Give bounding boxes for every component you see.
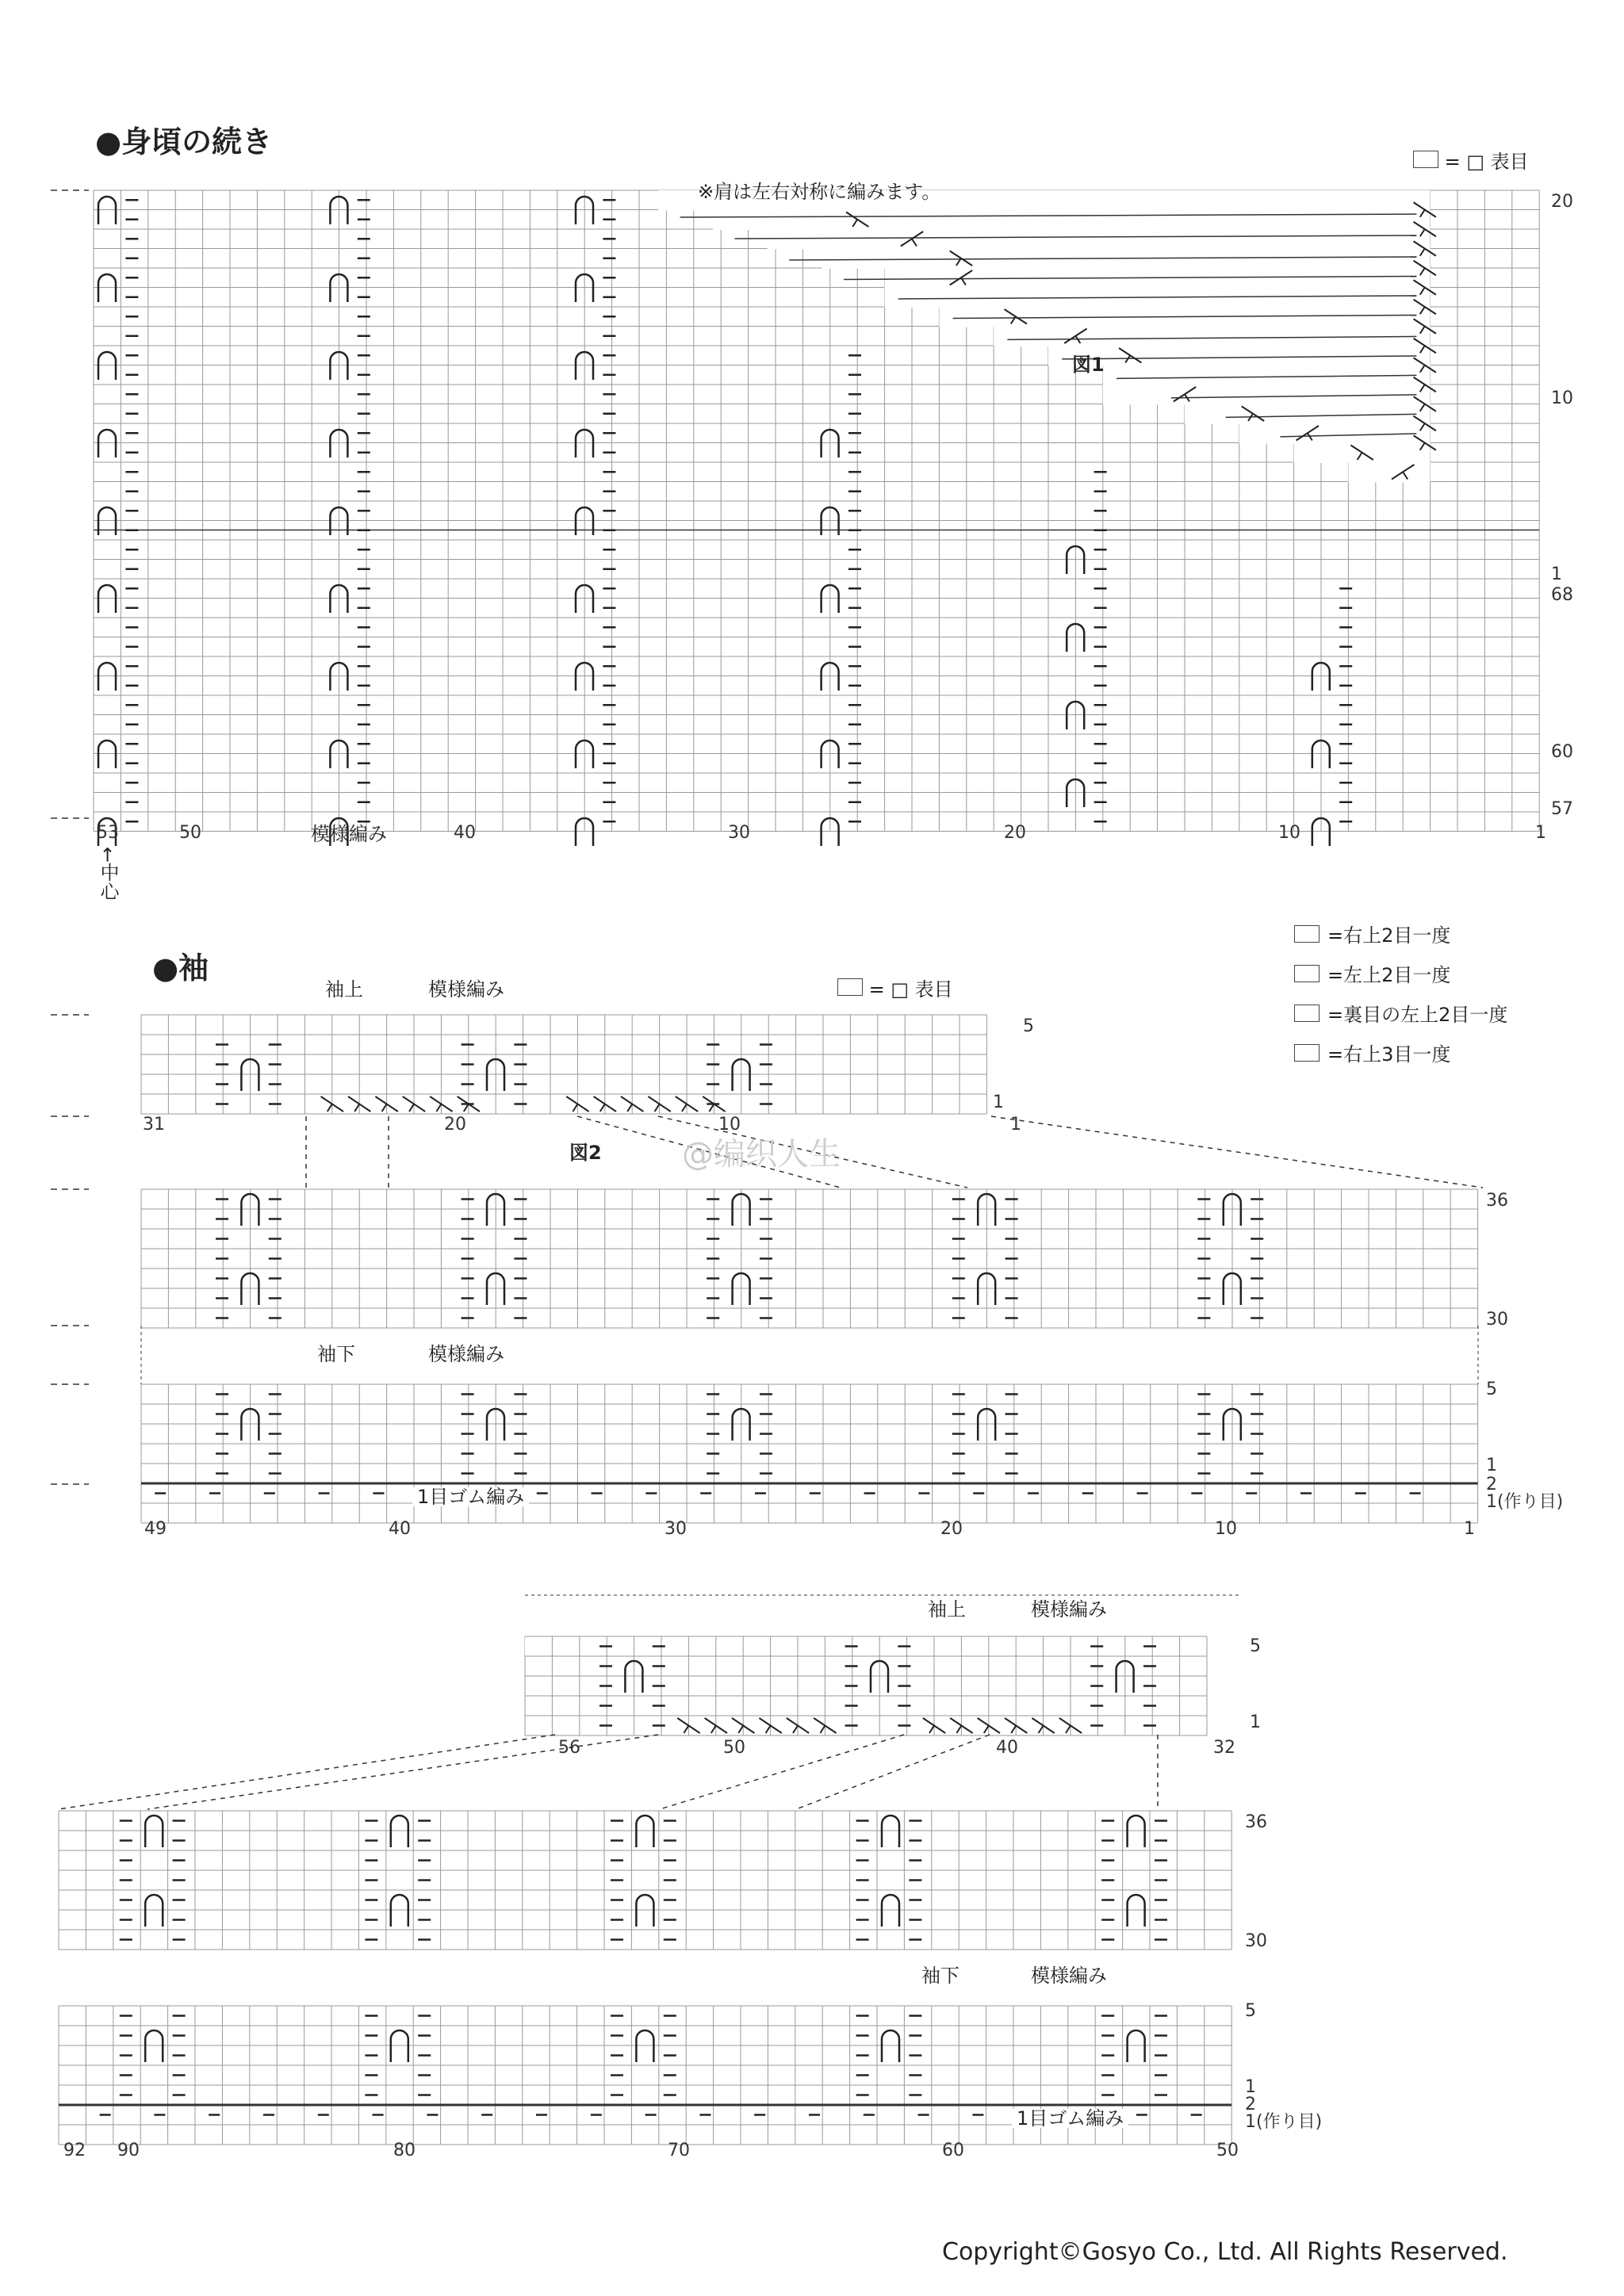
body-row-label-1: 1 bbox=[1551, 564, 1562, 584]
sleeve-mid-grid bbox=[141, 1189, 1478, 1328]
body-cable-0-16 bbox=[98, 507, 116, 535]
body-cable-0-24 bbox=[98, 663, 116, 691]
purl-left-2-together-icon bbox=[1294, 1004, 1320, 1022]
center-label: ←中心 bbox=[97, 847, 119, 901]
body-row-label-60: 60 bbox=[1551, 742, 1573, 762]
sleeve2-top-label: 袖上 bbox=[928, 1598, 966, 1621]
body-col-label-10: 10 bbox=[1278, 823, 1300, 843]
sleeve-mid-row-36: 36 bbox=[1486, 1191, 1508, 1211]
watermark: @编织人生 bbox=[682, 1136, 841, 1173]
right-2-together-icon bbox=[1294, 925, 1320, 943]
sleeve2-mid-cable-b-2 bbox=[636, 1895, 653, 1927]
sleeve2-top-pattern-label: 模様編み bbox=[1031, 1598, 1107, 1621]
sleeve2-bot-cable-3 bbox=[882, 2030, 899, 2062]
sleeve-bot-row-2: 2 bbox=[1486, 1475, 1497, 1494]
body-cable-0-20 bbox=[98, 585, 116, 613]
sleeve-bottom-label: 袖下 bbox=[317, 1343, 355, 1365]
section-title-sleeve: ●袖 bbox=[152, 951, 209, 985]
sleeve-top-col-10: 10 bbox=[718, 1115, 741, 1135]
body-row-label-20: 20 bbox=[1551, 192, 1573, 212]
sleeve2-bot-cable-2 bbox=[636, 2030, 653, 2062]
sleeve2-top-col-56: 56 bbox=[558, 1738, 580, 1758]
sleeve2-top-row-1: 1 bbox=[1250, 1712, 1261, 1732]
sleeve2-mid-cable-a-0 bbox=[145, 1816, 163, 1847]
sleeve2-mid-cable-b-4 bbox=[1128, 1895, 1145, 1927]
sleeve2-mid-cable-a-4 bbox=[1128, 1816, 1145, 1847]
figure-1-label: 図1 bbox=[1072, 354, 1105, 376]
sleeve2-dash-4 bbox=[796, 1735, 990, 1809]
sleeve-bot-row-1: 1 bbox=[1486, 1456, 1497, 1475]
shoulder-note: ※肩は左右対称に編みます。 bbox=[698, 181, 941, 203]
sleeve2-top-grid bbox=[525, 1636, 1207, 1735]
sleeve2-mid-cable-a-1 bbox=[391, 1816, 408, 1847]
sleeve2-top-col-40: 40 bbox=[996, 1738, 1018, 1758]
left-2-together-icon bbox=[1294, 965, 1320, 982]
copyright-text: Copyright©Gosyo Co., Ltd. All Rights Reserved. bbox=[942, 2238, 1508, 2266]
sleeve-bot-col-49: 49 bbox=[144, 1519, 167, 1539]
body-cable-0-28 bbox=[98, 740, 116, 768]
sleeve-mid-row-30: 30 bbox=[1486, 1310, 1508, 1330]
section-title-body: ●身頃の続き bbox=[95, 124, 273, 159]
legend-text-1: =左上2目一度 bbox=[1327, 964, 1451, 986]
sleeve2-bot-cable-4 bbox=[1128, 2030, 1145, 2062]
sleeve-legend-plain-text: = □ 表目 bbox=[868, 978, 953, 1001]
sleeve-bot-row-5: 5 bbox=[1486, 1380, 1497, 1399]
sleeve2-bot-col-50: 50 bbox=[1216, 2141, 1239, 2160]
sleeve-top-col-31: 31 bbox=[143, 1115, 165, 1135]
legend-row-0 bbox=[1294, 920, 1450, 947]
sleeve-bot-col-10: 10 bbox=[1215, 1519, 1237, 1539]
legend-text-0: =右上2目一度 bbox=[1327, 924, 1451, 947]
shoulder-blank-8 bbox=[1103, 365, 1431, 405]
body-cable-0-12 bbox=[98, 430, 116, 457]
sleeve2-mid-cable-b-1 bbox=[391, 1895, 408, 1927]
shoulder-blank-1 bbox=[713, 210, 1431, 231]
sleeve2-dash-2 bbox=[147, 1735, 658, 1809]
sleeve-rib-label: 1目ゴム編み bbox=[412, 1487, 529, 1506]
body-col-label-1: 1 bbox=[1535, 823, 1546, 843]
sleeve-top-pattern-label: 模様編み bbox=[428, 978, 504, 1001]
legend-text-3: =右上3目一度 bbox=[1327, 1043, 1451, 1066]
sleeve2-mid-row-36: 36 bbox=[1245, 1812, 1267, 1832]
body-col-label-40: 40 bbox=[454, 823, 476, 843]
sleeve2-mid-row-30: 30 bbox=[1245, 1931, 1267, 1951]
sleeve-bot-col-20: 20 bbox=[940, 1519, 963, 1539]
sleeve2-rib-label: 1目ゴム編み bbox=[1012, 2109, 1128, 2128]
sleeve2-bot-col-70: 70 bbox=[668, 2141, 690, 2160]
legend-row-2 bbox=[1294, 999, 1507, 1027]
sleeve2-bottom-pattern-label: 模様編み bbox=[1031, 1965, 1107, 1987]
sleeve-top-grid bbox=[141, 1015, 986, 1114]
body-col-label-50: 50 bbox=[179, 823, 201, 843]
sleeve2-top-col-32: 32 bbox=[1213, 1738, 1235, 1758]
body-col-label-20: 20 bbox=[1004, 823, 1026, 843]
sleeve-bot-col-30: 30 bbox=[665, 1519, 687, 1539]
sleeve2-bot-cable-0 bbox=[145, 2030, 163, 2062]
sleeve-bottom-grid bbox=[141, 1384, 1478, 1523]
sleeve-bottom-pattern-label: 模様編み bbox=[428, 1343, 504, 1365]
sleeve2-bot-cable-1 bbox=[391, 2030, 408, 2062]
sleeve2-top-corner bbox=[525, 1637, 550, 1655]
legend-row-3 bbox=[1294, 1039, 1450, 1066]
sleeve2-mid-grid bbox=[59, 1811, 1231, 1950]
sleeve-dash-5 bbox=[991, 1116, 1483, 1188]
body-row-label-10: 10 bbox=[1551, 388, 1573, 408]
sleeve-bot-col-1: 1 bbox=[1464, 1519, 1475, 1539]
body-legend-plain bbox=[1413, 151, 1529, 171]
sleeve-top-col-20: 20 bbox=[444, 1115, 466, 1135]
sleeve-bot-col-40: 40 bbox=[389, 1519, 411, 1539]
shoulder-blank-12 bbox=[1348, 462, 1430, 483]
sleeve-legend-plain bbox=[837, 978, 953, 999]
sleeve2-bot-col-80: 80 bbox=[393, 2141, 416, 2160]
body-col-label-53: 53 bbox=[97, 823, 119, 843]
sleeve2-dash-3 bbox=[660, 1735, 904, 1809]
blank-cell-icon-2 bbox=[837, 978, 863, 996]
sleeve-top-row-1: 1 bbox=[993, 1093, 1004, 1112]
legend-text-2: =裏目の左上2目一度 bbox=[1327, 1004, 1508, 1026]
sleeve2-dash-1 bbox=[59, 1735, 555, 1809]
sleeve2-mid-cable-b-3 bbox=[882, 1895, 899, 1927]
sleeve-top-row-5: 5 bbox=[1023, 1016, 1034, 1036]
body-cable-0-8 bbox=[98, 352, 116, 380]
sleeve2-bot-row-5: 5 bbox=[1245, 2001, 1256, 2021]
sleeve2-top-row-5: 5 bbox=[1250, 1636, 1261, 1656]
sleeve2-bot-row-1: 1 bbox=[1245, 2077, 1256, 2097]
body-cable-0-4 bbox=[98, 274, 116, 302]
sleeve2-bot-row-2: 2 bbox=[1245, 2095, 1256, 2114]
body-row-label-68: 68 bbox=[1551, 585, 1573, 605]
sleeve2-top-col-50: 50 bbox=[723, 1738, 745, 1758]
sleeve-bot-row-cast-on: 1(作り目) bbox=[1486, 1492, 1564, 1512]
body-row-label-57: 57 bbox=[1551, 799, 1573, 819]
sleeve-top-label: 袖上 bbox=[325, 978, 363, 1001]
sleeve2-mid-cable-a-3 bbox=[882, 1816, 899, 1847]
figure-2-label: 図2 bbox=[569, 1142, 602, 1164]
sleeve2-mid-cable-a-2 bbox=[636, 1816, 653, 1847]
right-3-together-icon bbox=[1294, 1044, 1320, 1062]
body-col-label-30: 30 bbox=[728, 823, 750, 843]
body-cable-0-0 bbox=[98, 197, 116, 224]
legend-row-1 bbox=[1294, 959, 1450, 987]
blank-cell-icon bbox=[1413, 151, 1438, 168]
sleeve2-bot-row-cast-on: 1(作り目) bbox=[1245, 2112, 1323, 2132]
body-pattern-label: 模様編み bbox=[311, 823, 387, 845]
body-legend-plain-text: = □ 表目 bbox=[1444, 151, 1529, 173]
shoulder-blank-2 bbox=[768, 229, 1431, 250]
sleeve2-bot-col-92: 92 bbox=[63, 2141, 86, 2160]
sleeve-top-col-1: 1 bbox=[1010, 1115, 1021, 1135]
sleeve2-bottom-label: 袖下 bbox=[921, 1965, 959, 1987]
sleeve2-bot-col-90: 90 bbox=[117, 2141, 140, 2160]
sleeve2-mid-cable-b-0 bbox=[145, 1895, 163, 1927]
sleeve2-bot-col-60: 60 bbox=[942, 2141, 964, 2160]
